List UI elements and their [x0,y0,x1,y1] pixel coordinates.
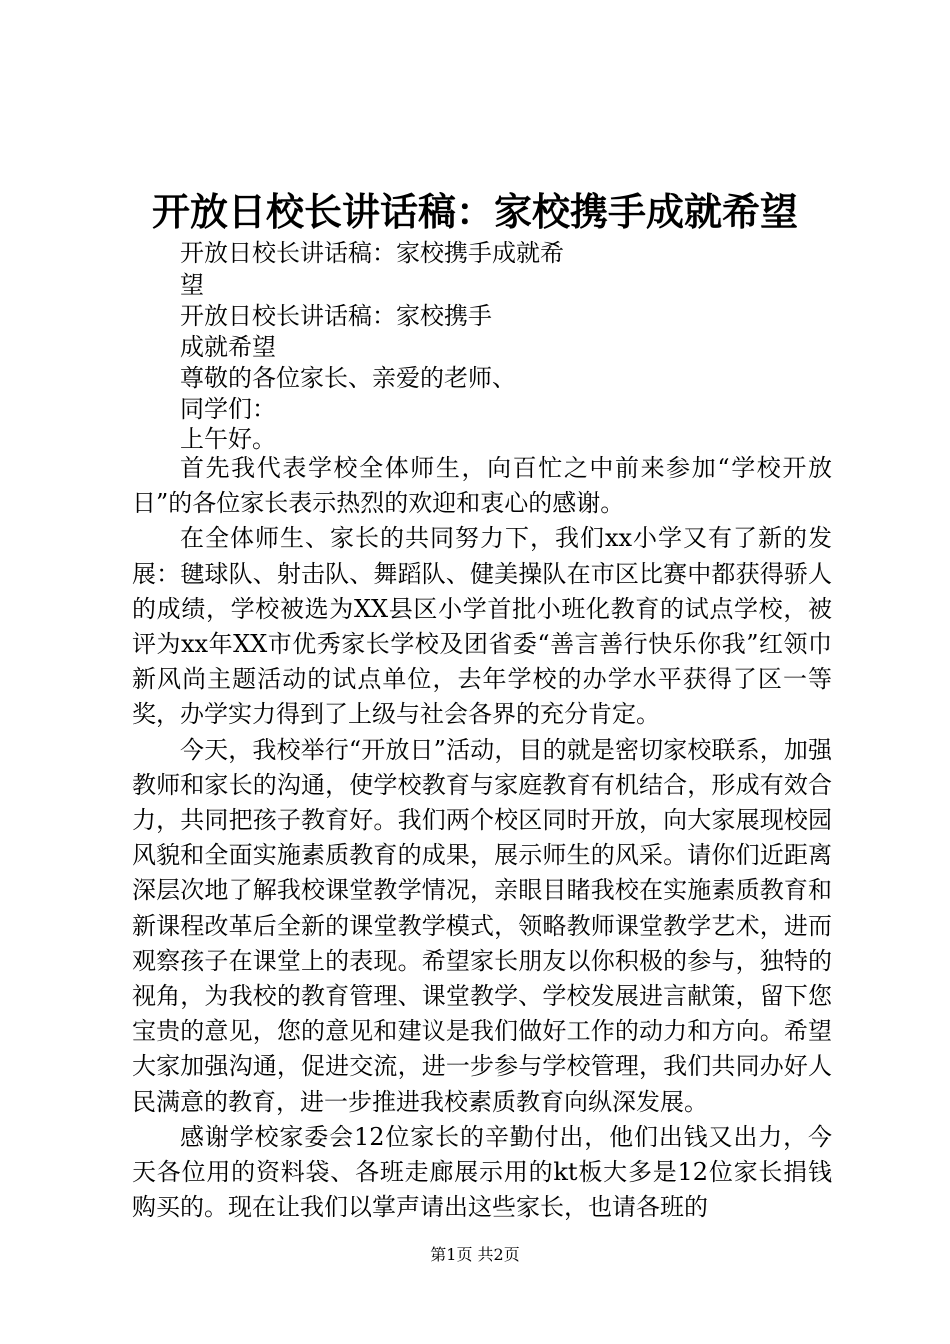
paragraph-achievements: 在全体师生、家长的共同努力下，我们xx小学又有了新的发展：毽球队、射击队、舞蹈队、健美操队在市区比赛中都获得骄人的成绩，学校被选为XX县区小学首批小班化教育的试点学校，被评为xx年XX市优秀家长学校及团省委“善言善行快乐你我”红领巾新风尚主题活动的试点单位，去年学校的办学水平获得了区一等奖，办学实力得到了上级与社会各界的充分肯定。 [132,524,832,729]
document-body [132,451,832,1225]
paragraph-welcome: 首先我代表学校全体师生，向百忙之中前来参加“学校开放日”的各位家长表示热烈的欢迎和衷心的感谢。 [132,454,832,518]
paragraph-thanks: 感谢学校家委会12位家长的辛勤付出，他们出钱又出力，今天各位用的资料袋、各班走廊展示用的kt板大多是12位家长捐钱购买的。现在让我们以掌声请出这些家长，也请各班的 [132,1122,832,1222]
lead-line-3: 开放日校长讲话稿：家校携手 [180,302,492,330]
lead-line-2: 望 [180,271,204,299]
salutation-line-2: 同学们： [180,395,276,423]
paragraph-open-day-purpose: 今天，我校举行“开放日”活动，目的就是密切家校联系，加强教师和家长的沟通，使学校教育与家庭教育有机结合，形成有效合力，共同把孩子教育好。我们两个校区同时开放，向大家展现校园风貌和全面实施素质教育的成果，展示师生的风采。请你们近距离深层次地了解我校课堂教学情况，亲眼目睹我校在实施素质教育和新课程改革后全新的课堂教学模式，领略教师课堂教学艺术，进而观察孩子在课堂上的表现。希望家长朋友以你积极的参与，独特的视角，为我校的教育管理、课堂教学、学校发展进言献策，留下您宝贵的意见，您的意见和建议是我们做好工作的动力和方向。希望大家加强沟通，促进交流，进一步参与学校管理，我们共同办好人民满意的教育，进一步推进我校素质教育向纵深发展。 [132,735,832,1116]
greeting-line: 上午好。 [180,425,276,453]
document-title: 开放日校长讲话稿：家校携手成就希望 [151,189,798,234]
salutation-line-1: 尊敬的各位家长、亲爱的老师、 [180,364,516,392]
page-footer: 第1页 共2页 [430,1245,520,1264]
lead-line-4: 成就希望 [180,333,276,361]
lead-line-1: 开放日校长讲话稿：家校携手成就希 [180,239,564,267]
